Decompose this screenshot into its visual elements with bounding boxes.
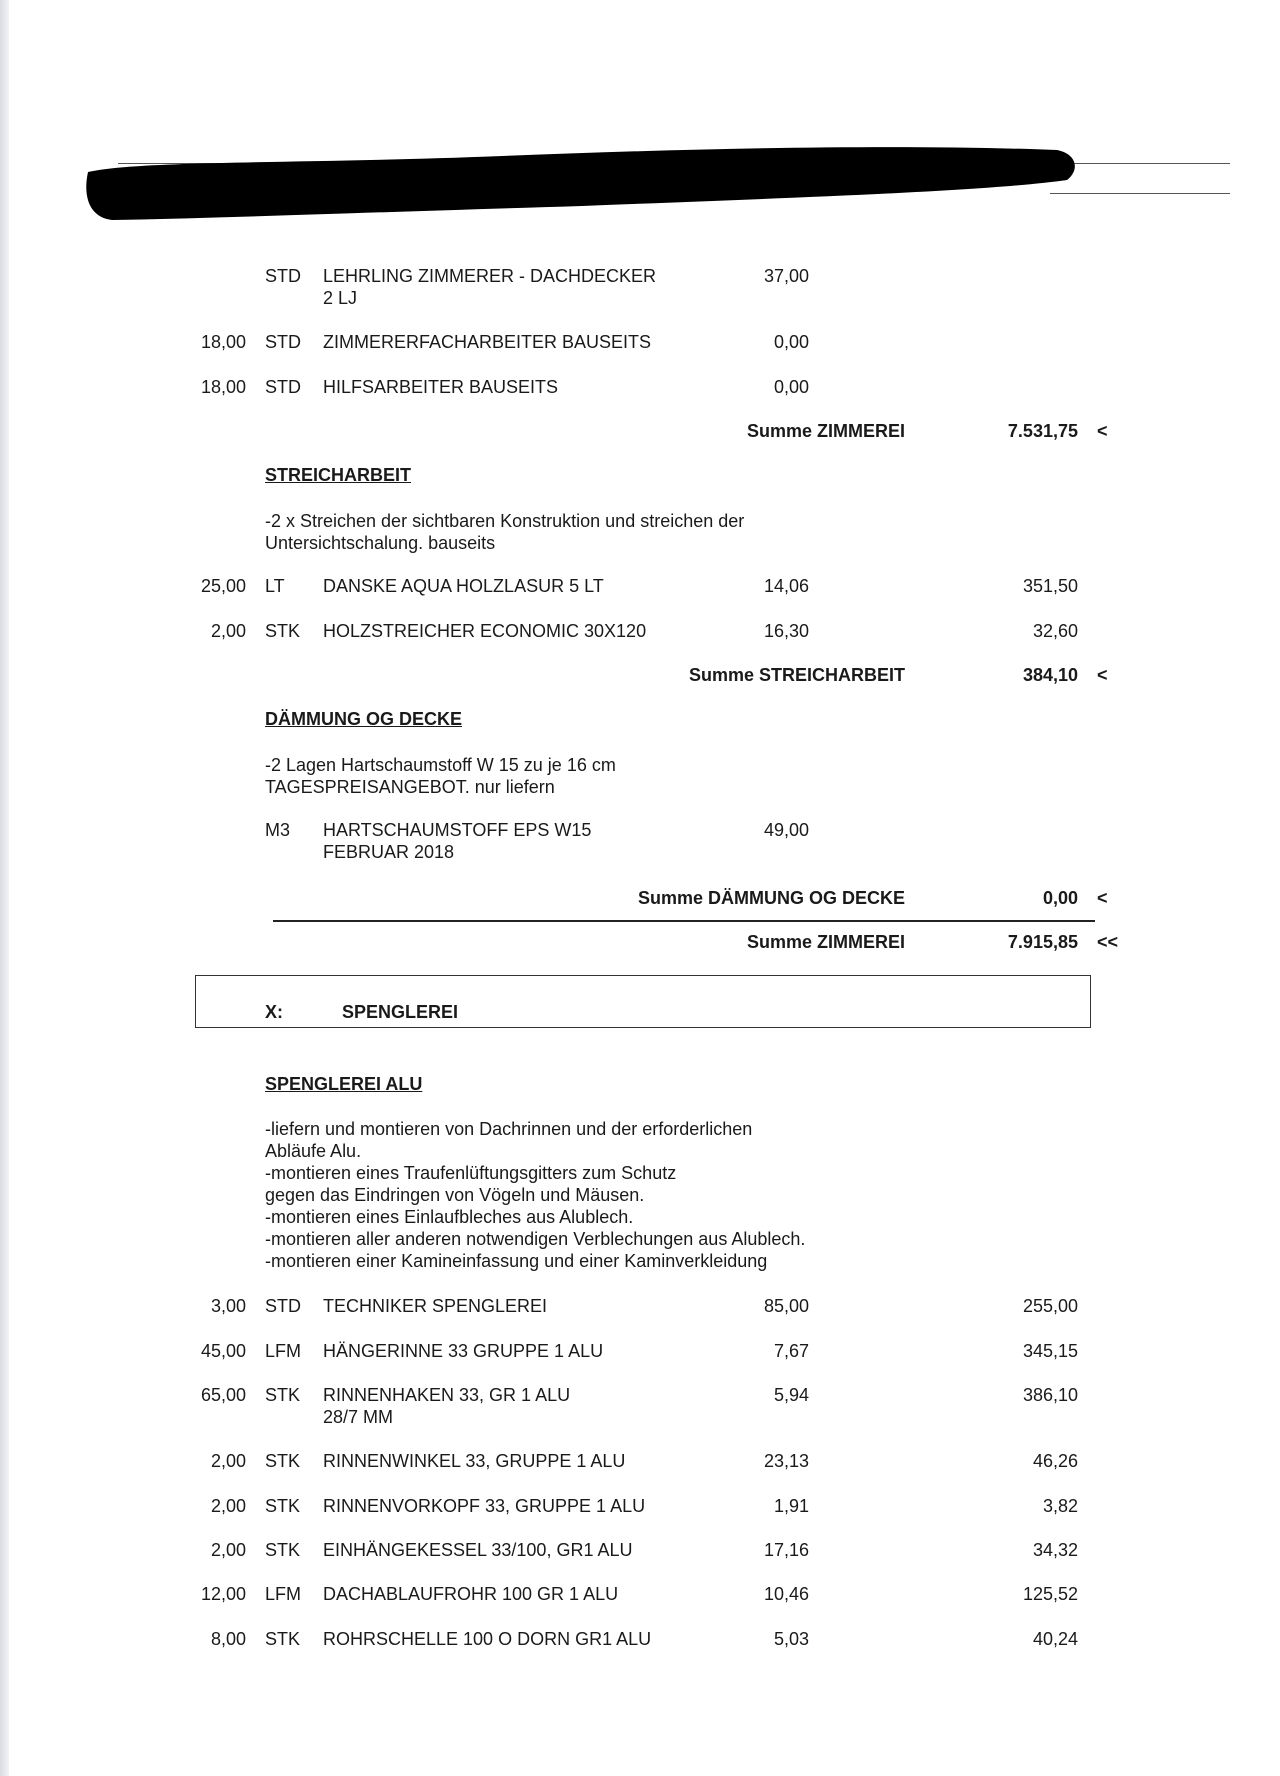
row-unit: M3 <box>265 820 291 840</box>
row-total: 386,10 <box>1022 1385 1078 1405</box>
subtotal-marker: < <box>1097 888 1108 908</box>
row-description: HOLZSTREICHER ECONOMIC 30X120 <box>323 621 647 641</box>
redaction-mark <box>82 140 1082 224</box>
row-unit-price: 7,67 <box>773 1341 809 1361</box>
row-total: 32,60 <box>1032 621 1078 641</box>
section-heading: DÄMMUNG OG DECKE <box>265 709 462 729</box>
subtotal-value: 0,00 <box>1042 888 1078 908</box>
section-note: -montieren eines Traufenlüftungsgitters zum Schutz <box>265 1163 677 1183</box>
section-title-box <box>195 975 1091 1028</box>
row-quantity: 2,00 <box>210 1540 246 1560</box>
row-description: EINHÄNGEKESSEL 33/100, GR1 ALU <box>323 1540 633 1560</box>
total-marker: << <box>1097 932 1119 952</box>
row-description: DANSKE AQUA HOLZLASUR 5 LT <box>323 576 604 596</box>
row-quantity: 2,00 <box>210 621 246 641</box>
total-separator-line <box>273 920 1095 922</box>
row-unit: STK <box>265 1629 301 1649</box>
row-unit-price: 16,30 <box>763 621 809 641</box>
row-description-line2: 2 LJ <box>323 288 358 308</box>
section-heading: STREICHARBEIT <box>265 465 412 485</box>
row-quantity: 18,00 <box>200 377 246 397</box>
row-unit-price: 85,00 <box>763 1296 809 1316</box>
section-title: SPENGLEREI <box>342 1002 459 1022</box>
row-description: HARTSCHAUMSTOFF EPS W15 <box>323 820 592 840</box>
row-description-line2: FEBRUAR 2018 <box>323 842 455 862</box>
row-quantity: 18,00 <box>200 332 246 352</box>
section-note: -montieren aller anderen notwendigen Verblechungen aus Alublech. <box>265 1229 806 1249</box>
row-total: 34,32 <box>1032 1540 1078 1560</box>
row-description: HILFSARBEITER BAUSEITS <box>323 377 559 397</box>
section-heading: SPENGLEREI ALU <box>265 1074 423 1094</box>
row-unit: STK <box>265 1540 301 1560</box>
row-unit: STD <box>265 266 301 286</box>
row-quantity: 2,00 <box>210 1496 246 1516</box>
row-unit: STK <box>265 1451 301 1471</box>
row-description: DACHABLAUFROHR 100 GR 1 ALU <box>323 1584 619 1604</box>
section-note: Abläufe Alu. <box>265 1141 362 1161</box>
row-unit: LFM <box>265 1584 301 1604</box>
row-total: 3,82 <box>1042 1496 1078 1516</box>
section-note: Untersichtschalung. bauseits <box>265 533 496 553</box>
row-quantity: 8,00 <box>210 1629 246 1649</box>
row-unit-price: 23,13 <box>763 1451 809 1471</box>
row-unit: LT <box>265 576 285 596</box>
row-quantity: 2,00 <box>210 1451 246 1471</box>
row-description: RINNENWINKEL 33, GRUPPE 1 ALU <box>323 1451 626 1471</box>
row-total: 345,15 <box>1022 1341 1078 1361</box>
row-unit: STD <box>265 1296 301 1316</box>
row-unit: STD <box>265 377 301 397</box>
section-note: gegen das Eindringen von Vögeln und Mäusen. <box>265 1185 645 1205</box>
row-quantity: 3,00 <box>210 1296 246 1316</box>
section-code: X: <box>265 1002 283 1022</box>
row-total: 40,24 <box>1032 1629 1078 1649</box>
row-unit: STK <box>265 1385 301 1405</box>
row-description: LEHRLING ZIMMERER - DACHDECKER <box>323 266 657 286</box>
subtotal-label: Summe ZIMMEREI <box>746 421 905 441</box>
subtotal-value: 384,10 <box>1022 665 1078 685</box>
row-description: ZIMMERERFACHARBEITER BAUSEITS <box>323 332 652 352</box>
row-unit-price: 0,00 <box>773 377 809 397</box>
row-unit-price: 17,16 <box>763 1540 809 1560</box>
row-quantity: 45,00 <box>200 1341 246 1361</box>
row-unit-price: 5,03 <box>773 1629 809 1649</box>
subtotal-label: Summe STREICHARBEIT <box>688 665 905 685</box>
total-value: 7.915,85 <box>1007 932 1078 952</box>
subtotal-marker: < <box>1097 665 1108 685</box>
row-quantity: 25,00 <box>200 576 246 596</box>
row-description: TECHNIKER SPENGLEREI <box>323 1296 548 1316</box>
row-description: HÄNGERINNE 33 GRUPPE 1 ALU <box>323 1341 604 1361</box>
section-note: -2 Lagen Hartschaumstoff W 15 zu je 16 cm <box>265 755 616 775</box>
section-note: TAGESPREISANGEBOT. nur liefern <box>265 777 555 797</box>
row-unit-price: 10,46 <box>763 1584 809 1604</box>
row-unit: LFM <box>265 1341 301 1361</box>
row-total: 125,52 <box>1022 1584 1078 1604</box>
row-total: 351,50 <box>1022 576 1078 596</box>
row-unit-price: 0,00 <box>773 332 809 352</box>
row-unit: STK <box>265 1496 301 1516</box>
row-unit: STD <box>265 332 301 352</box>
row-quantity: 12,00 <box>200 1584 246 1604</box>
section-note: -2 x Streichen der sichtbaren Konstruktion und streichen der <box>265 511 745 531</box>
subtotal-label: Summe DÄMMUNG OG DECKE <box>637 888 905 908</box>
subtotal-value: 7.531,75 <box>1007 421 1078 441</box>
row-unit-price: 49,00 <box>763 820 809 840</box>
row-total: 46,26 <box>1032 1451 1078 1471</box>
section-note: -montieren einer Kamineinfassung und einer Kaminverkleidung <box>265 1251 768 1271</box>
section-note: -montieren eines Einlaufbleches aus Alublech. <box>265 1207 634 1227</box>
row-unit-price: 37,00 <box>763 266 809 286</box>
row-description: RINNENHAKEN 33, GR 1 ALU <box>323 1385 571 1405</box>
row-unit-price: 14,06 <box>763 576 809 596</box>
row-description: RINNENVORKOPF 33, GRUPPE 1 ALU <box>323 1496 646 1516</box>
row-unit: STK <box>265 621 301 641</box>
row-unit-price: 1,91 <box>773 1496 809 1516</box>
total-label: Summe ZIMMEREI <box>746 932 905 952</box>
row-description: ROHRSCHELLE 100 O DORN GR1 ALU <box>323 1629 652 1649</box>
row-quantity: 65,00 <box>200 1385 246 1405</box>
row-description-line2: 28/7 MM <box>323 1407 394 1427</box>
row-unit-price: 5,94 <box>773 1385 809 1405</box>
row-total: 255,00 <box>1022 1296 1078 1316</box>
section-note: -liefern und montieren von Dachrinnen und der erforderlichen <box>265 1119 753 1139</box>
subtotal-marker: < <box>1097 421 1108 441</box>
